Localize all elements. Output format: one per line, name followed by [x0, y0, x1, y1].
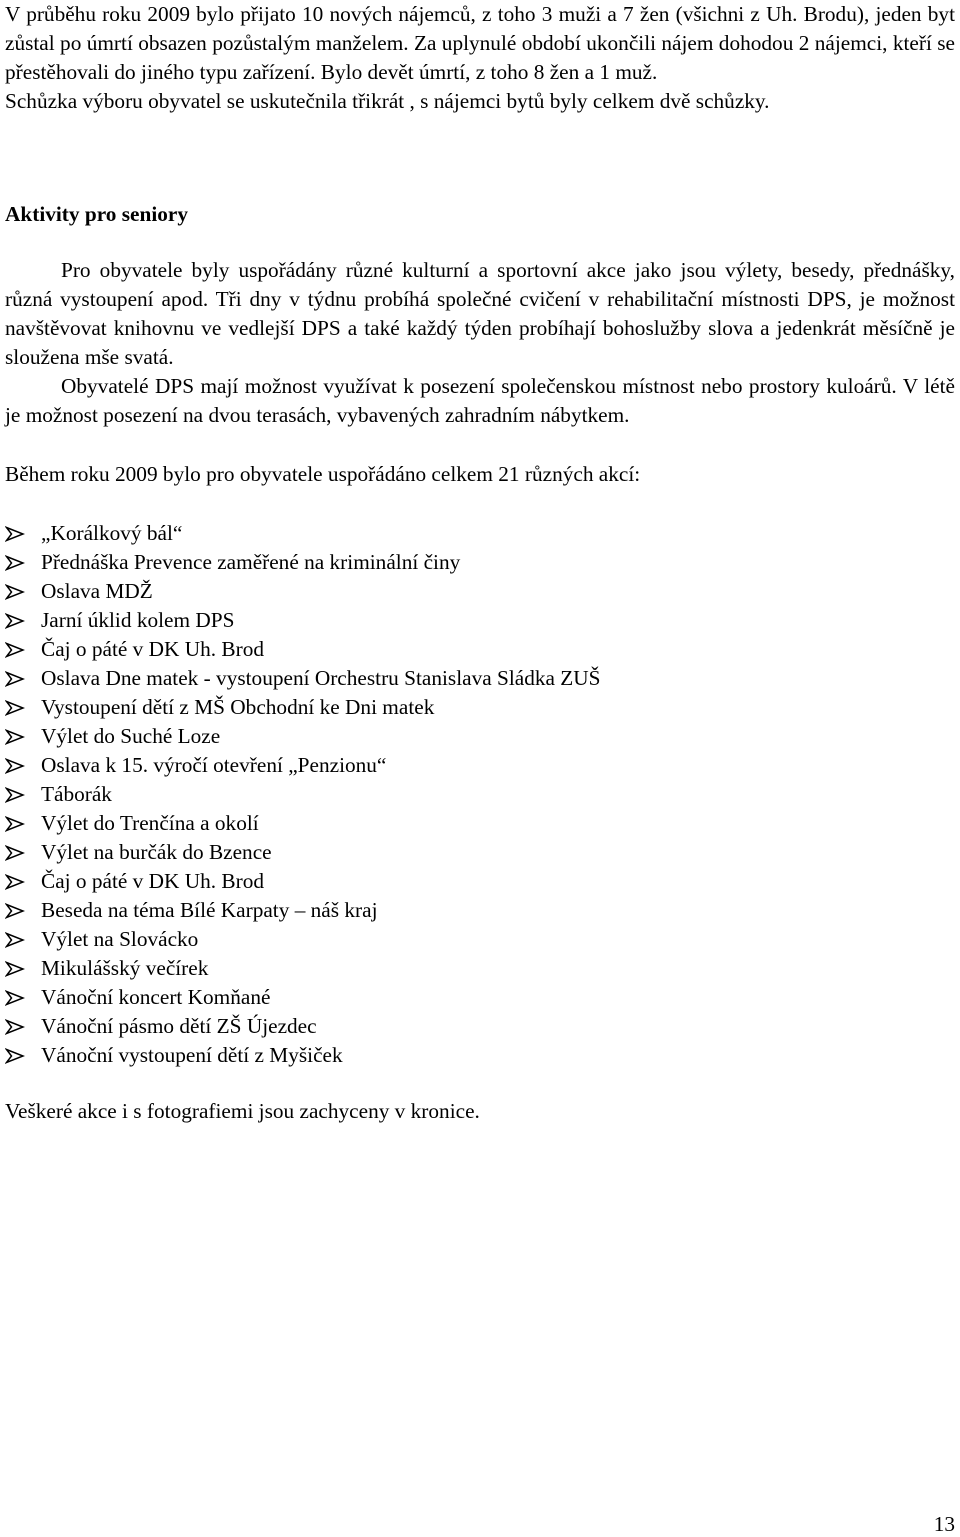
list-item — [5, 722, 955, 751]
list-item — [5, 896, 955, 925]
list-item-label: Oslava k 15. výročí otevření „Penzionu“ — [41, 753, 387, 777]
list-item — [5, 954, 955, 983]
arrowhead-bullet-icon — [5, 722, 41, 751]
arrowhead-bullet-icon — [5, 664, 41, 693]
arrowhead-bullet-icon — [5, 954, 41, 983]
list-item-label: Táborák — [41, 782, 112, 806]
list-item — [5, 548, 955, 577]
list-item — [5, 809, 955, 838]
list-item — [5, 751, 955, 780]
list-item-label: Výlet do Trenčína a okolí — [41, 811, 259, 835]
arrowhead-bullet-icon — [5, 693, 41, 722]
list-item-label: Výlet do Suché Loze — [41, 724, 221, 748]
list-item — [5, 519, 955, 548]
activities-paragraph-text: Pro obyvatele byly uspořádány různé kulturní a sportovní akce jako jsou výlety, besedy, přednášky, různá vystoupení apod. Tři dny v týdnu probíhá společné cvičení v rehabilitační místnosti DPS, je možnost navštěvovat knihovnu ve vedlejší DPS a také každý týden probíhají bohoslužby slova a jedenkrát měsíčně je sloužena mše svatá. — [5, 258, 955, 369]
list-item — [5, 606, 955, 635]
list-item-label: Mikulášský večírek — [41, 956, 209, 980]
list-item — [5, 577, 955, 606]
list-item — [5, 838, 955, 867]
arrowhead-bullet-icon — [5, 1041, 41, 1070]
arrowhead-bullet-icon — [5, 983, 41, 1012]
list-item-label: Beseda na téma Bílé Karpaty – náš kraj — [41, 898, 378, 922]
list-item-label: Výlet na Slovácko — [41, 927, 199, 951]
activities-paragraph — [5, 256, 955, 372]
facilities-paragraph-text: Obyvatelé DPS mají možnost využívat k posezení společenskou místnost nebo prostory kuloárů. V létě je možnost posezení na dvou terasách, vybavených zahradním nábytkem. — [5, 374, 955, 427]
arrowhead-bullet-icon — [5, 635, 41, 664]
list-item — [5, 1041, 955, 1070]
arrowhead-bullet-icon — [5, 867, 41, 896]
list-item — [5, 867, 955, 896]
list-item — [5, 664, 955, 693]
intro-section — [5, 0, 955, 116]
list-item-label: Vánoční pásmo dětí ZŠ Újezdec — [41, 1014, 317, 1038]
list-item-label: Výlet na burčák do Bzence — [41, 840, 272, 864]
arrowhead-bullet-icon — [5, 896, 41, 925]
section-heading: Aktivity pro seniory — [5, 202, 188, 226]
arrowhead-bullet-icon — [5, 838, 41, 867]
facilities-paragraph — [5, 372, 955, 430]
meetings-paragraph: Schůzka výboru obyvatel se uskutečnila třikrát , s nájemci bytů byly celkem dvě schůzky. — [5, 89, 770, 113]
arrowhead-bullet-icon — [5, 519, 41, 548]
list-item — [5, 635, 955, 664]
list-item-label: Vánoční vystoupení dětí z Myšiček — [41, 1043, 343, 1067]
arrowhead-bullet-icon — [5, 809, 41, 838]
list-item-label: Čaj o páté v DK Uh. Brod — [41, 869, 264, 893]
arrowhead-bullet-icon — [5, 751, 41, 780]
list-item-label: Jarní úklid kolem DPS — [41, 608, 235, 632]
arrowhead-bullet-icon — [5, 548, 41, 577]
list-item-label: „Korálkový bál“ — [41, 521, 183, 545]
list-item — [5, 925, 955, 954]
list-item-label: Čaj o páté v DK Uh. Brod — [41, 637, 264, 661]
arrowhead-bullet-icon — [5, 925, 41, 954]
list-item — [5, 983, 955, 1012]
list-item — [5, 780, 955, 809]
list-item-label: Vystoupení dětí z MŠ Obchodní ke Dni matek — [41, 695, 435, 719]
list-item — [5, 1012, 955, 1041]
list-item — [5, 693, 955, 722]
closing-paragraph: Veškeré akce i s fotografiemi jsou zachyceny v kronice. — [5, 1099, 480, 1123]
page-number: 13 — [933, 1512, 955, 1536]
list-item-label: Vánoční koncert Komňané — [41, 985, 271, 1009]
list-item-label: Oslava Dne matek - vystoupení Orchestru Stanislava Sládka ZUŠ — [41, 666, 601, 690]
events-list-intro: Během roku 2009 bylo pro obyvatele uspořádáno celkem 21 různých akcí: — [5, 462, 641, 486]
list-item-label: Přednáška Prevence zaměřené na kriminální činy — [41, 550, 461, 574]
intro-paragraph: V průběhu roku 2009 bylo přijato 10 nových nájemců, z toho 3 muži a 7 žen (všichni z Uh. Brodu), jeden byt zůstal po úmrtí obsazen pozůstalým manželem. Za uplynulé období ukončili nájem dohodou 2 nájemci, kteří se přestěhovali do jiného typu zařízení. Bylo devět úmrtí, z toho 8 žen a 1 muž. — [5, 2, 955, 84]
events-list — [5, 519, 955, 1070]
list-item-label: Oslava MDŽ — [41, 579, 153, 603]
arrowhead-bullet-icon — [5, 606, 41, 635]
arrowhead-bullet-icon — [5, 577, 41, 606]
arrowhead-bullet-icon — [5, 1012, 41, 1041]
arrowhead-bullet-icon — [5, 780, 41, 809]
